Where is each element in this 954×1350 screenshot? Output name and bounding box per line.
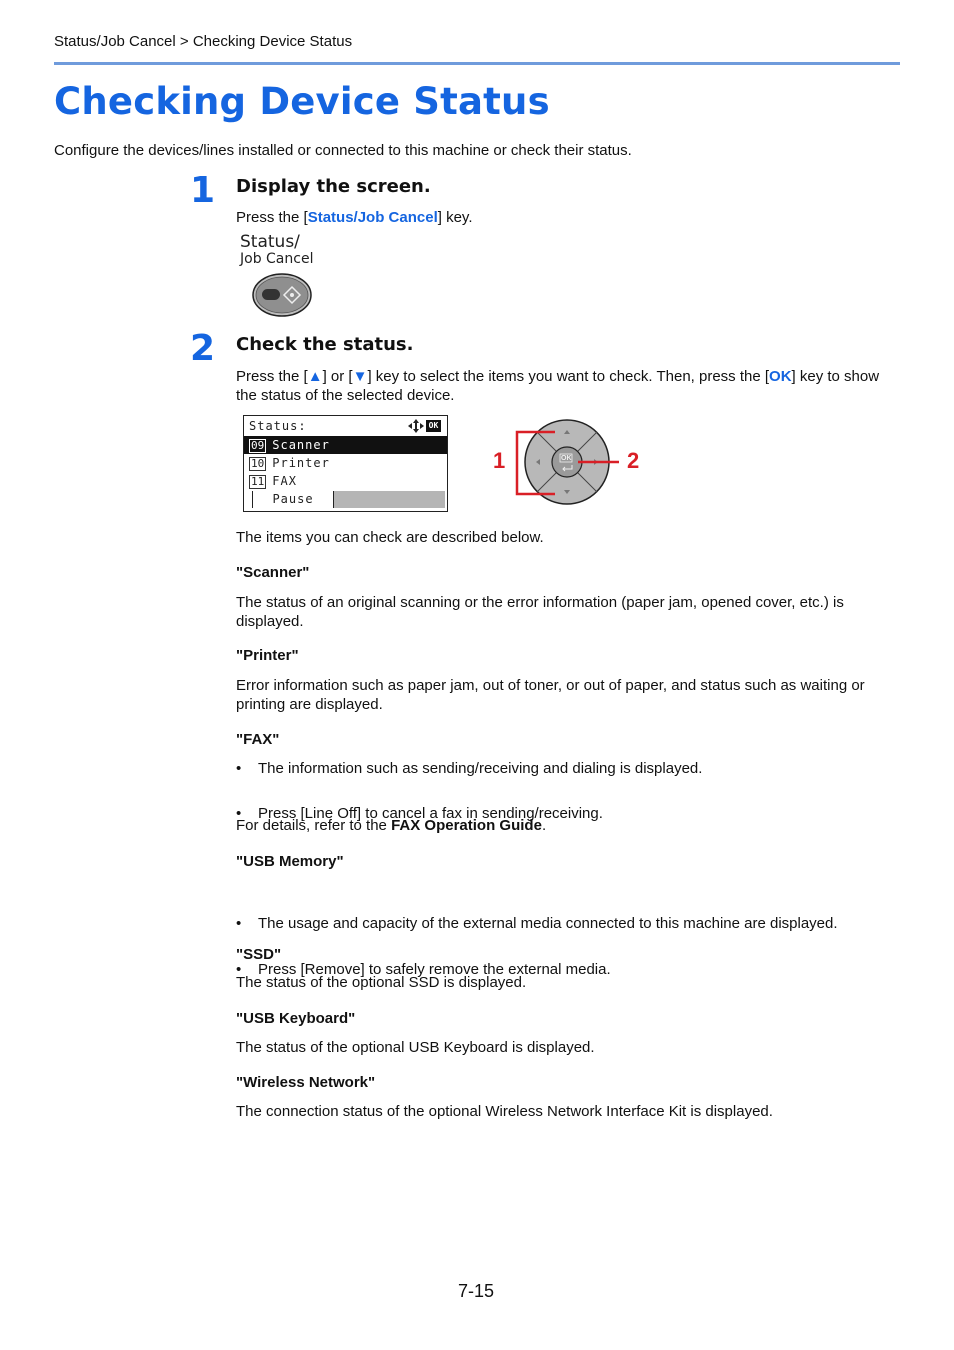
step-1-text-after: ] key. xyxy=(437,209,473,226)
fax-reference xyxy=(236,817,546,834)
up-key-ref: ▲ xyxy=(307,368,323,385)
scanner-paragraph: The status of an original scanning or the error information (paper jam, opened cover, etc.) is displayed. xyxy=(236,594,844,630)
usb-keyboard-text: The status of the optional USB Keyboard is displayed. xyxy=(236,1039,595,1056)
down-key-ref: ▼ xyxy=(352,368,368,385)
lcd-row-number: 11 xyxy=(251,475,265,488)
bullet-dot: • xyxy=(236,961,242,978)
usb-memory-bullet-1-text: The usage and capacity of the external media connected to this machine are displayed. xyxy=(258,915,838,932)
lcd-row-number: 09 xyxy=(251,439,265,452)
printer-heading: "Printer" xyxy=(236,647,299,664)
lcd-row-scanner[interactable] xyxy=(244,436,447,454)
printer-paragraph: Error information such as paper jam, out of toner, or out of paper, and status such as waiting or printing are displayed. xyxy=(236,677,865,713)
usb-memory-bullet-1 xyxy=(236,915,954,932)
step-2-text-c: ] key to select the items you want to check. Then, press the [ xyxy=(367,368,770,385)
ssd-heading: "SSD" xyxy=(236,946,282,963)
items-intro: The items you can check are described below. xyxy=(236,529,544,546)
page-title: Checking Device Status xyxy=(54,80,550,123)
fax-bullet-2-text: Press [Line Off] to cancel a fax in sending/receiving. xyxy=(258,805,603,822)
fax-bullet-1-text: The information such as sending/receiving and dialing is displayed. xyxy=(258,760,703,777)
lcd-row-fax[interactable] xyxy=(244,472,447,490)
step-1-number: 1 xyxy=(190,170,216,211)
header-rule xyxy=(54,62,900,65)
ok-badge: OK xyxy=(426,420,441,432)
lcd-row-label: Printer xyxy=(272,456,330,470)
step-2-heading: Check the status. xyxy=(236,334,414,355)
breadcrumb: Status/Job Cancel > Checking Device Status xyxy=(54,33,353,50)
lcd-row-printer[interactable] xyxy=(244,454,447,472)
usb-keyboard-heading: "USB Keyboard" xyxy=(236,1010,356,1027)
usb-memory-bullet-2-text: Press [Remove] to safely remove the external media. xyxy=(258,961,611,978)
status-lcd-screen xyxy=(243,415,448,512)
step-2-text-a: Press the [ xyxy=(236,368,308,385)
callout-2: 2 xyxy=(627,448,640,473)
scanner-heading: "Scanner" xyxy=(236,564,310,581)
fax-bullet-1 xyxy=(236,760,954,777)
step-2-instruction xyxy=(236,367,896,405)
lcd-row-label: Scanner xyxy=(272,438,330,452)
ok-key-ref: OK xyxy=(769,368,792,385)
navigate-arrows-icon xyxy=(408,419,424,433)
key-button-icon xyxy=(248,272,328,324)
bullet-dot: • xyxy=(236,915,242,932)
lcd-softkey-bar xyxy=(246,491,445,508)
key-label-line1: Status/ xyxy=(240,232,300,252)
status-job-cancel-key xyxy=(240,234,313,267)
step-1-text-before: Press the [ xyxy=(236,209,308,226)
fax-heading: "FAX" xyxy=(236,731,280,748)
ok-key-label: OK xyxy=(561,455,572,462)
wireless-network-heading: "Wireless Network" xyxy=(236,1074,376,1091)
ssd-text: The status of the optional SSD is displayed. xyxy=(236,974,527,991)
lcd-row-number: 10 xyxy=(251,457,265,470)
lcd-header xyxy=(244,417,447,435)
callout-1: 1 xyxy=(493,448,506,473)
fax-ref-before: For details, refer to the xyxy=(236,817,392,834)
step-1-heading: Display the screen. xyxy=(236,176,431,197)
wireless-network-text: The connection status of the optional Wireless Network Interface Kit is displayed. xyxy=(236,1103,773,1120)
intro-text: Configure the devices/lines installed or connected to this machine or check their status. xyxy=(54,142,632,159)
lcd-row-label: FAX xyxy=(272,474,297,488)
bullet-dot: • xyxy=(236,760,242,777)
step-2-text-d: ] key to show the status of the selected device. xyxy=(236,368,880,404)
pause-softkey[interactable]: Pause xyxy=(272,492,314,506)
page-number: 7-15 xyxy=(458,1281,495,1301)
scanner-text xyxy=(236,593,896,631)
step-1-instruction xyxy=(236,209,472,226)
step-2-text-b: ] or [ xyxy=(322,368,353,385)
fax-operation-guide-ref: FAX Operation Guide xyxy=(391,817,542,834)
usb-memory-heading: "USB Memory" xyxy=(236,853,344,870)
step-2-number: 2 xyxy=(190,328,216,369)
printer-text xyxy=(236,676,900,714)
status-job-cancel-key-ref: Status/Job Cancel xyxy=(307,209,438,226)
key-label-line2: Job Cancel xyxy=(240,251,314,267)
lcd-header-label: Status: xyxy=(249,419,307,433)
bullet-dot: • xyxy=(236,805,242,822)
fax-ref-after: . xyxy=(541,817,547,834)
